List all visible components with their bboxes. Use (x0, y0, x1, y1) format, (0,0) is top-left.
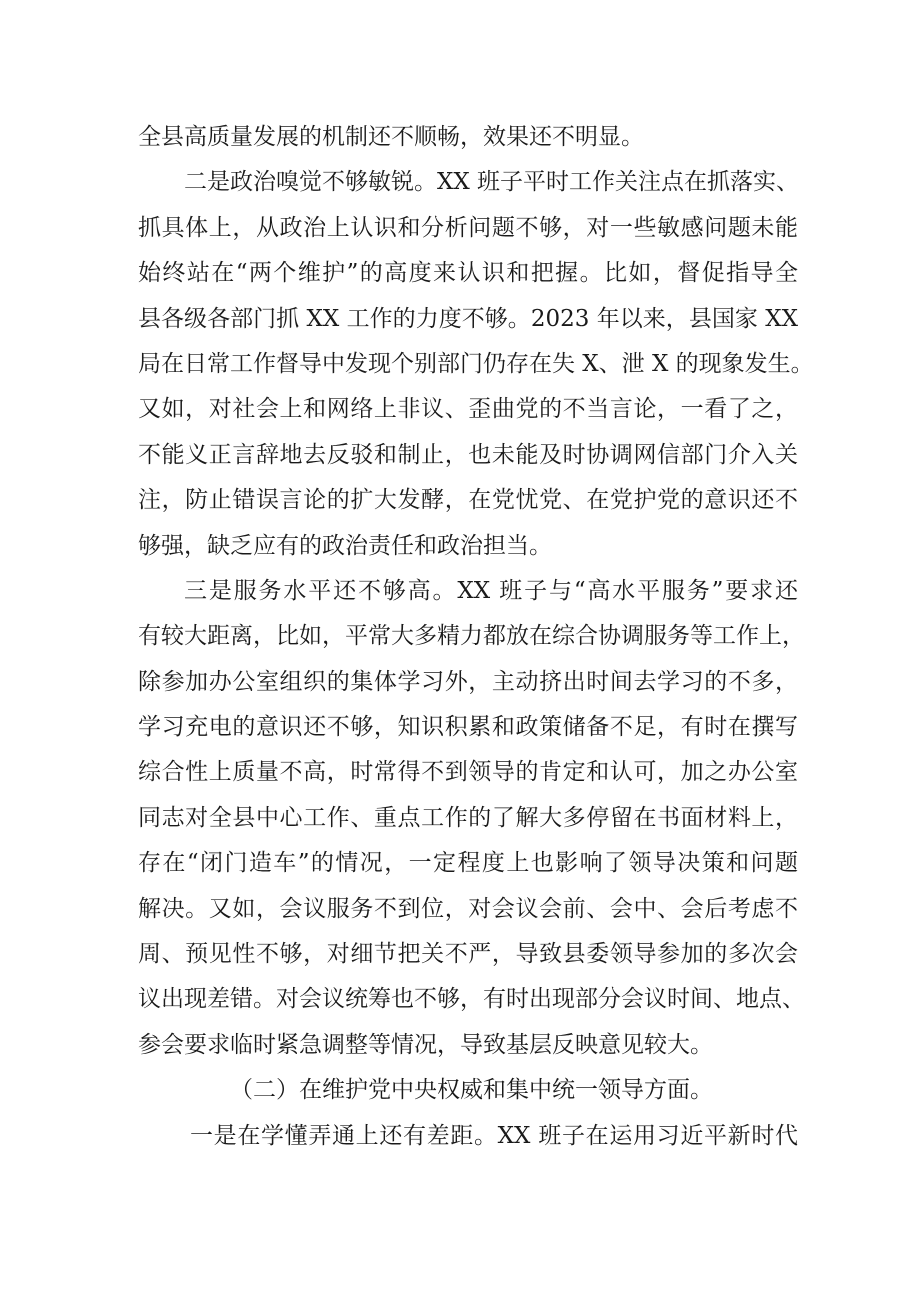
paragraph-line: 一是在学懂弄通上还有差距。XX 班子在运用习近平新时代 (190, 1122, 798, 1149)
paragraph-line: 三是服务水平还不够高。XX 班子与“高水平服务”要求还 (184, 577, 798, 604)
text-line: 又如，对社会上和网络上非议、歪曲党的不当言论，一看了之， (138, 396, 798, 423)
text-line: 够强，缺乏应有的政治责任和政治担当。 (138, 532, 552, 559)
text-line: 同志对全县中心工作、重点工作的了解大多停留在书面材料上， (138, 804, 798, 831)
text-line: 综合性上质量不高，时常得不到领导的肯定和认可，加之办公室 (138, 759, 798, 786)
paragraph-line: 二是政治嗅觉不够敏锐。XX 班子平时工作关注点在抓落实、 (184, 169, 800, 196)
text-line: 不能义正言辞地去反驳和制止，也未能及时协调网信部门介入关 (138, 441, 798, 468)
text-line: 议出现差错。对会议统筹也不够，有时出现部分会议时间、地点、 (138, 986, 805, 1013)
text-line: 局在日常工作督导中发现个别部门仍存在失 X、泄 X 的现象发生。 (138, 350, 814, 377)
text-line: 周、预见性不够，对细节把关不严，导致县委领导参加的多次会 (138, 941, 798, 968)
text-line: 存在“闭门造车”的情况，一定程度上也影响了领导决策和问题 (138, 850, 798, 877)
text-line: 有较大距离，比如，平常大多精力都放在综合协调服务等工作上， (138, 623, 805, 650)
text-line: 抓具体上，从政治上认识和分析问题不够，对一些敏感问题未能 (138, 214, 798, 241)
text-line: 参会要求临时紧急调整等情况，导致基层反映意见较大。 (138, 1031, 713, 1058)
text-line: 注，防止错误言论的扩大发酵，在党忧党、在党护党的意识还不 (138, 487, 798, 514)
text-line: 始终站在“两个维护”的高度来认识和把握。比如，督促指导全 (138, 260, 798, 287)
text-line: 全县高质量发展的机制还不顺畅，效果还不明显。 (138, 124, 644, 150)
section-heading: （二）在维护党中央权威和集中统一领导方面。 (230, 1077, 713, 1104)
text-line: 除参加办公室组织的集体学习外，主动挤出时间去学习的不多， (138, 668, 798, 695)
text-line: 县各级各部门抓 XX 工作的力度不够。2023 年以来，县国家 XX (138, 305, 798, 332)
body-text (138, 115, 814, 1159)
text-line: 解决。又如，会议服务不到位，对会议会前、会中、会后考虑不 (138, 895, 798, 922)
text-line: 学习充电的意识还不够，知识积累和政策储备不足，有时在撰写 (138, 714, 798, 741)
